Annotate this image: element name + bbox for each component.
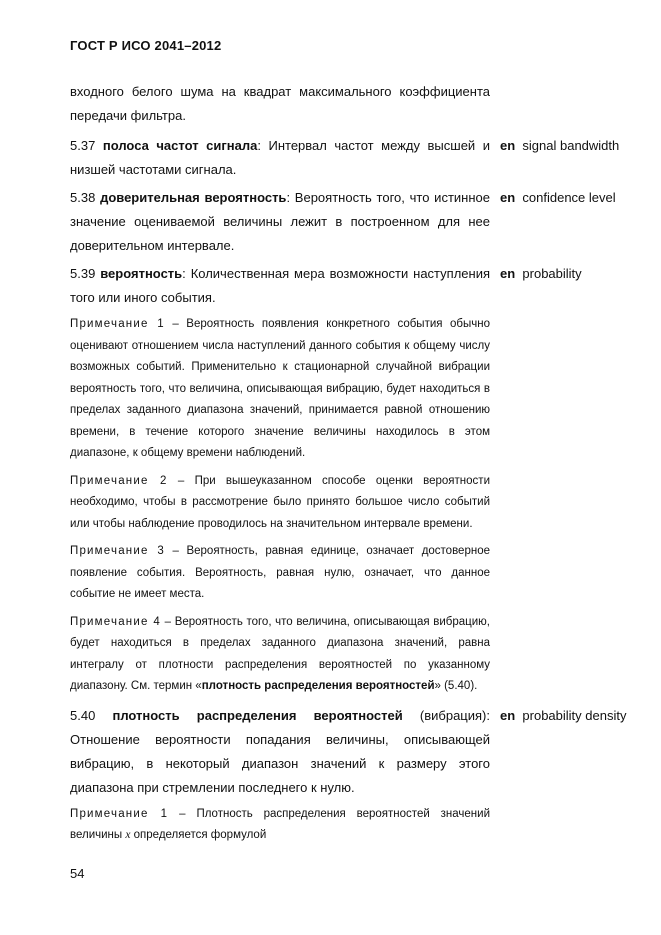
note-label: Примечание 3 xyxy=(70,545,165,557)
english-equivalent-5-39 xyxy=(500,266,630,282)
page-number: 54 xyxy=(70,866,85,881)
entry-term: полоса частот сигнала xyxy=(102,138,258,153)
entry-5-37 xyxy=(70,134,490,182)
note-label: Примечание 4 xyxy=(70,615,162,628)
note-text: – Вероятность появления конкретного события обычно оценивают отношением числа наступлений данного события к общему числу возможных событий. Применительно к стационарной случайной вибрации вероятность того, что величина, описывающая вибрацию, будет находиться в пределах заданного диапазона значений, принимается равной отношению времени, в течение которого значение величины находилось в этом диапазоне, к общему времени наблюдений. xyxy=(70,318,490,459)
note-text: – Плотность распределения вероятностей значений величины xyxy=(70,807,491,841)
language-code: en xyxy=(500,707,516,723)
entry-definition: : Количественная мера возможности наступления того или иного события. xyxy=(70,266,490,305)
entry-term: доверительная вероятность xyxy=(100,190,287,205)
cross-reference-term: плотность распределения вероятностей xyxy=(201,680,435,692)
entry-definition: : Вероятность того, что истинное значение оцениваемой величины лежит в построенном для нее доверительном интервале. xyxy=(70,190,490,253)
entry-definition: (вибрация): Отношение вероятности попадания величины, описывающей вибрацию, в некоторый диапазон значений к размеру этого диапазона при стремлении последнего к нулю. xyxy=(70,707,490,795)
english-term: probability xyxy=(522,266,582,281)
entry-5-39 xyxy=(70,262,490,310)
entry-number: 5.37 xyxy=(70,138,96,153)
note-text: – Вероятность, равная единице, означает достоверное появление события. Вероятность, равная нулю, означает, что данное событие не имеет места. xyxy=(70,545,490,600)
entry-5-38 xyxy=(70,186,490,258)
entry-number: 5.40 xyxy=(70,707,96,723)
note-4 xyxy=(70,612,490,698)
english-equivalent-5-38 xyxy=(500,190,630,206)
note-5-40-1 xyxy=(70,804,490,847)
entry-term: плотность распределения вероятностей xyxy=(112,707,403,723)
english-term: confidence level xyxy=(522,190,616,205)
entry-5-40 xyxy=(70,704,490,800)
note-label: Примечание 2 xyxy=(70,474,168,487)
note-label: Примечание 1 xyxy=(70,318,165,330)
note-text-end: » (5.40). xyxy=(434,680,478,692)
english-term: signal bandwidth xyxy=(522,138,620,153)
continuation-text: входного белого шума на квадрат максимального коэффициента передачи фильтра. xyxy=(70,84,490,123)
variable-x: x xyxy=(125,829,131,841)
note-3 xyxy=(70,541,490,606)
note-text: – При вышеуказанном способе оценки вероятности необходимо, чтобы в рассмотрение было принято большое число событий или чтобы наблюдение проводилось на значительном интервале времени. xyxy=(70,474,490,530)
note-2 xyxy=(70,471,490,536)
entry-number: 5.38 xyxy=(70,190,96,205)
note-1 xyxy=(70,314,490,465)
entry-definition: : Интервал частот между высшей и низшей частотами сигнала. xyxy=(70,138,491,177)
english-term: probability density xyxy=(522,707,627,723)
entry-number: 5.39 xyxy=(70,266,96,281)
language-code: en xyxy=(500,190,516,205)
english-equivalent-5-40 xyxy=(500,708,630,724)
document-header: ГОСТ Р ИСО 2041–2012 xyxy=(70,38,222,53)
entry-term: вероятность xyxy=(100,266,183,281)
language-code: en xyxy=(500,266,516,281)
note-text-end: определяется формулой xyxy=(130,829,267,841)
english-equivalent-5-37 xyxy=(500,138,630,154)
note-text: – Вероятность того, что величина, описывающая вибрацию, будет находиться в пределах заданного диапазона значений, равна интегралу от плотности распределения вероятностей по указанному диапазону. См. термин « xyxy=(70,615,490,692)
note-label: Примечание 1 xyxy=(70,807,169,820)
language-code: en xyxy=(500,138,516,153)
main-text-column xyxy=(70,80,490,853)
